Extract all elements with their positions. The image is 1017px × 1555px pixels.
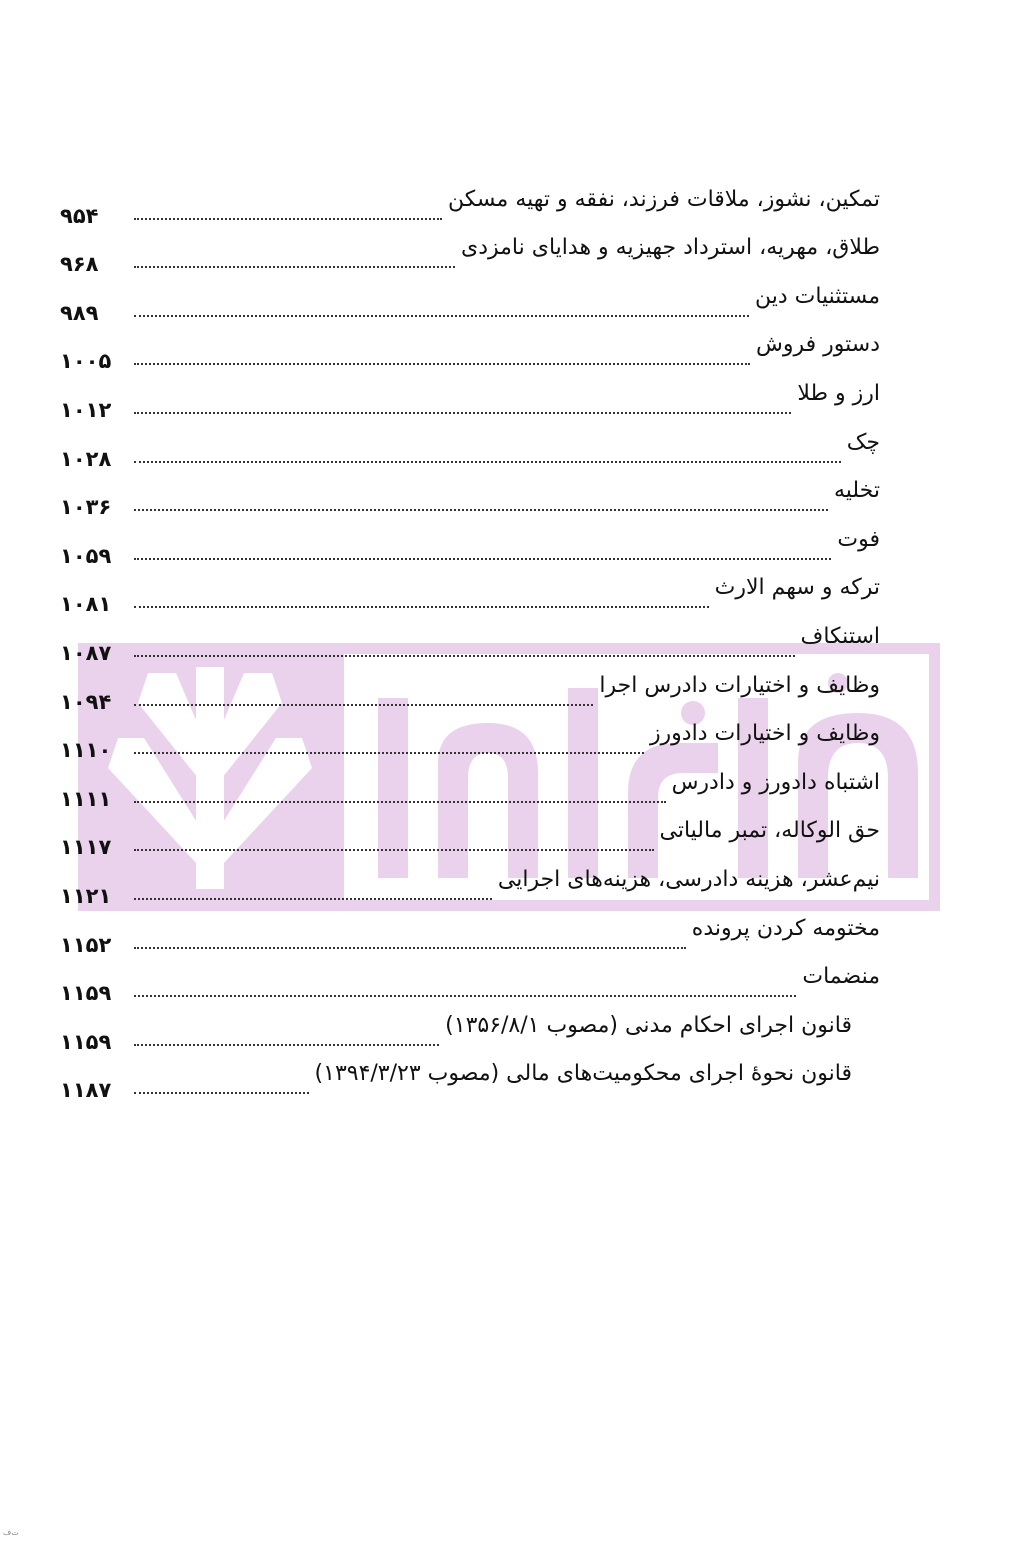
toc-entry-title: استنکاف <box>800 623 880 649</box>
dot-leader <box>134 947 686 949</box>
toc-page-number: ۱۰۳۶ <box>60 495 112 520</box>
toc-entry <box>60 423 880 472</box>
toc-entry-title: قانون اجرای احکام مدنی (مصوب ۱۳۵۶/۸/۱) <box>445 1012 852 1038</box>
toc-page-number: ۱۱۲۱ <box>60 883 112 908</box>
dot-leader <box>134 655 795 657</box>
toc-entry <box>60 229 880 278</box>
toc-page-number: ۱۰۸۷ <box>60 640 112 665</box>
toc-page-number: ۱۰۰۵ <box>60 349 112 374</box>
toc-entry <box>60 277 880 326</box>
toc-page-number: ۱۱۵۹ <box>60 981 112 1006</box>
dot-leader <box>134 363 750 365</box>
dot-leader <box>134 752 644 754</box>
toc-entry-title: منضمات <box>802 964 880 990</box>
toc-page-number: ۱۰۱۲ <box>60 397 112 422</box>
table-of-contents <box>60 180 880 1103</box>
toc-page-number: ۱۰۵۹ <box>60 543 112 568</box>
toc-page-number: ۱۰۹۴ <box>60 689 112 714</box>
toc-subentry <box>60 1006 880 1055</box>
toc-entry <box>60 715 880 764</box>
dot-leader <box>134 898 492 900</box>
dot-leader <box>134 606 709 608</box>
toc-entry <box>60 326 880 375</box>
dot-leader <box>134 558 831 560</box>
toc-entry <box>60 472 880 521</box>
toc-page-number: ۹۶۸ <box>60 252 99 277</box>
toc-entry-title: دستور فروش <box>756 332 880 358</box>
toc-entry <box>60 958 880 1007</box>
toc-page-number: ۱۰۲۸ <box>60 446 112 471</box>
toc-page-number: ۱۱۱۱ <box>60 786 112 811</box>
dot-leader <box>134 266 455 268</box>
dot-leader <box>134 412 791 414</box>
dot-leader <box>134 315 749 317</box>
toc-page-number: ۱۰۸۱ <box>60 592 112 617</box>
toc-entry <box>60 909 880 958</box>
dot-leader <box>134 801 666 803</box>
dot-leader <box>134 704 593 706</box>
toc-entry <box>60 763 880 812</box>
toc-entry <box>60 374 880 423</box>
toc-entry-title: قانون نحوهٔ اجرای محکومیت‌های مالی (مصوب ۱۳۹۴/۳/۲۳) <box>314 1061 852 1087</box>
toc-entry-title: ترکه و سهم الارث <box>714 575 880 601</box>
dot-leader <box>134 849 654 851</box>
dot-leader <box>134 509 828 511</box>
toc-entry <box>60 617 880 666</box>
toc-entry-title: چک <box>846 429 880 455</box>
toc-entry-title: مستثنیات دین <box>754 283 880 309</box>
toc-page-number: ۱۱۸۷ <box>60 1078 112 1103</box>
toc-page-number: ۱۱۱۷ <box>60 835 112 860</box>
toc-entry-title: طلاق، مهریه، استرداد جهیزیه و هدایای نامزدی <box>460 235 880 261</box>
toc-entry-title: تخلیه <box>833 478 880 504</box>
dot-leader <box>134 218 442 220</box>
toc-entry-title: حق الوکاله، تمبر مالیاتی <box>659 818 880 844</box>
dot-leader <box>134 995 796 997</box>
toc-subentry <box>60 1055 880 1104</box>
toc-entry <box>60 180 880 229</box>
toc-entry-title: مختومه کردن پرونده <box>691 915 880 941</box>
corner-mark: ت‌ف <box>3 1528 19 1537</box>
toc-entry <box>60 520 880 569</box>
toc-entry-title: ارز و طلا <box>797 380 880 406</box>
toc-entry-title: تمکین، نشوز، ملاقات فرزند، نفقه و تهیه مسکن <box>448 186 880 212</box>
toc-page-number: ۱۱۵۲ <box>60 932 112 957</box>
dot-leader <box>134 461 841 463</box>
toc-entry-title: اشتباه دادورز و دادرس <box>671 769 880 795</box>
toc-page-number: ۹۵۴ <box>60 203 99 228</box>
toc-page-number: ۱۱۵۹ <box>60 1029 112 1054</box>
toc-entry-title: فوت <box>837 526 880 552</box>
toc-entry-title: نیم‌عشر، هزینه دادرسی، هزینه‌های اجرایی <box>497 866 880 892</box>
toc-page-number: ۹۸۹ <box>60 300 99 325</box>
toc-entry-title: وظایف و اختیارات دادرس اجرا <box>599 672 880 698</box>
toc-entry <box>60 666 880 715</box>
dot-leader <box>134 1044 439 1046</box>
toc-entry <box>60 812 880 861</box>
toc-entry-title: وظایف و اختیارات دادورز <box>649 721 880 747</box>
dot-leader <box>134 1092 309 1094</box>
toc-entry <box>60 860 880 909</box>
toc-page-number: ۱۱۱۰ <box>60 738 112 763</box>
toc-entry <box>60 569 880 618</box>
